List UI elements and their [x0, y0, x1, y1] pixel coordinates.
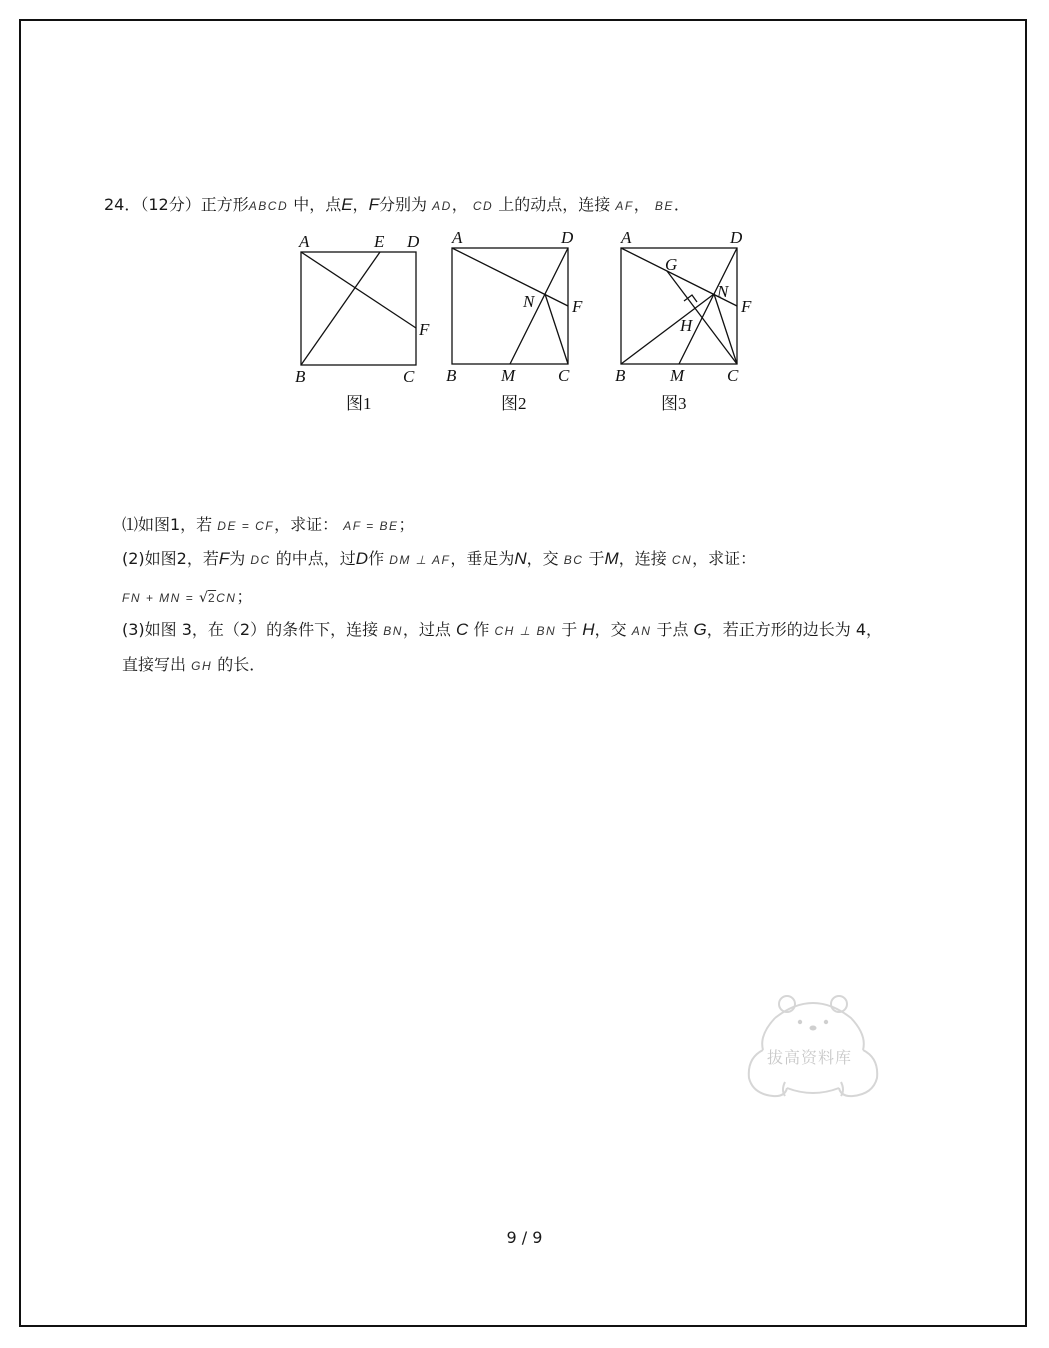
fig3-caption: 图3 [661, 394, 687, 413]
math-fn-plus-mn: FN + MN = [122, 591, 200, 605]
math-be: BE [654, 199, 674, 213]
fig3-line-bn [621, 294, 714, 364]
stem-text: ， [352, 195, 369, 214]
part3-text: 直接写出 [122, 655, 187, 674]
watermark-text: 拔高资料库 [767, 1048, 853, 1067]
math-an: AN [631, 624, 652, 638]
part2-text: 为 [229, 549, 246, 568]
part3-text: (3)如图 3，在（2）的条件下，连接 [122, 620, 379, 639]
part2-text: ，垂足为 [450, 549, 515, 568]
fig1-label-c: C [403, 367, 415, 386]
fig2-caption: 图2 [501, 394, 527, 413]
fig1-square [301, 252, 416, 365]
question-number: 24． [104, 195, 141, 214]
part2-text: ，求证： [692, 549, 757, 568]
fig2-label-n: N [523, 292, 535, 311]
part2-text: ； [236, 587, 253, 606]
math-af: AF [615, 199, 634, 213]
part-1 [122, 513, 415, 538]
stem-text: 中，点 [288, 195, 342, 214]
figure-1 [301, 252, 416, 365]
part2-text: 的中点，过 [270, 549, 356, 568]
fig3-label-h: H [680, 316, 693, 335]
part-2-equation [122, 585, 252, 610]
part3-text: ，交 [594, 620, 627, 639]
watermark [745, 990, 880, 1105]
math-cn: CN [216, 591, 237, 605]
fig3-label-g: G [665, 255, 678, 274]
question-stem [104, 193, 690, 218]
math-bn: BN [383, 624, 403, 638]
part3-text: 于 [556, 620, 578, 639]
fig3-label-b: B [615, 366, 626, 385]
page-number: 9 / 9 [506, 1228, 543, 1247]
figure-3 [621, 248, 737, 364]
part2-text: ，连接 [618, 549, 667, 568]
fig3-label-m: M [670, 366, 685, 385]
var-g: G [693, 620, 707, 639]
math-gh: GH [191, 659, 213, 673]
sqrt-sign: √ [199, 590, 208, 606]
math-bc: BC [563, 553, 584, 567]
stem-text: ， [633, 195, 650, 214]
var-h: H [582, 620, 595, 639]
part3-text: ，过点 [402, 620, 451, 639]
var-f: F [218, 549, 230, 568]
part3-text: ，若正方形的边长为 4， [706, 620, 883, 639]
figure-2 [452, 248, 568, 364]
part2-text: ，交 [526, 549, 559, 568]
part-3 [122, 618, 882, 643]
var-e: E [341, 195, 353, 214]
math-de-eq-cf: DE = CF [217, 519, 275, 533]
fig2-square [452, 248, 568, 364]
fig3-line-dm [679, 248, 737, 364]
part3-text: 的长． [212, 655, 266, 674]
fig1-label-d: D [407, 232, 420, 251]
fig1-label-e: E [374, 232, 385, 251]
math-cn: CN [671, 553, 693, 567]
geometry-figures [285, 225, 765, 425]
var-n: N [514, 549, 527, 568]
fig2-label-b: B [446, 366, 457, 385]
fig2-label-c: C [558, 366, 570, 385]
math-dc: DC [250, 553, 271, 567]
fig1-label-b: B [295, 367, 306, 386]
fig1-line-af [301, 252, 416, 328]
var-c: C [456, 620, 469, 639]
stem-text: 分别为 [378, 195, 427, 214]
fig3-label-d: D [730, 228, 743, 247]
stem-text: ， [451, 195, 468, 214]
fig2-line-af [452, 248, 568, 306]
stem-text: ． [673, 195, 690, 214]
part2-text: 于 [583, 549, 605, 568]
part-3-cont [122, 653, 265, 678]
part1-text: ⑴如图1，若 [122, 515, 213, 534]
fig3-label-a: A [621, 228, 632, 247]
var-f: F [368, 195, 379, 214]
part1-text: ； [398, 515, 415, 534]
question-score: （12分） [140, 195, 201, 214]
fig3-label-n: N [717, 282, 729, 301]
fig3-label-c: C [727, 366, 739, 385]
fig1-label-a: A [299, 232, 310, 251]
part3-text: 于点 [651, 620, 689, 639]
part2-text: (2)如图2，若 [122, 549, 219, 568]
var-d: D [355, 549, 369, 568]
figure-1-labels [295, 232, 430, 413]
part1-text: ，求证： [274, 515, 339, 534]
fig3-square [621, 248, 737, 364]
fig2-label-a: A [452, 228, 463, 247]
fig2-line-dm [510, 248, 568, 364]
var-m: M [604, 549, 619, 568]
math-dm-perp-af: DM ⊥ AF [389, 553, 451, 567]
sqrt-argument: 2 [207, 591, 217, 605]
stem-text: 上的动点，连接 [493, 195, 611, 214]
stem-text: 正方形 [200, 195, 249, 214]
fig2-label-f: F [572, 297, 583, 316]
fig2-label-d: D [561, 228, 574, 247]
figures [285, 225, 765, 425]
part2-text: 作 [368, 549, 385, 568]
fig1-line-be [301, 252, 380, 365]
fig2-label-m: M [501, 366, 516, 385]
math-ad: AD [432, 199, 452, 213]
math-cd: CD [472, 199, 494, 213]
fig3-label-f: F [741, 297, 752, 316]
fig1-label-f: F [419, 320, 430, 339]
part-2 [122, 547, 756, 572]
math-af-eq-be: AF = BE [343, 519, 399, 533]
math-ch-perp-bn: CH ⊥ BN [494, 624, 557, 638]
part3-text: 作 [473, 620, 490, 639]
math-square: ABCD [248, 199, 289, 213]
fig1-caption: 图1 [346, 394, 372, 413]
